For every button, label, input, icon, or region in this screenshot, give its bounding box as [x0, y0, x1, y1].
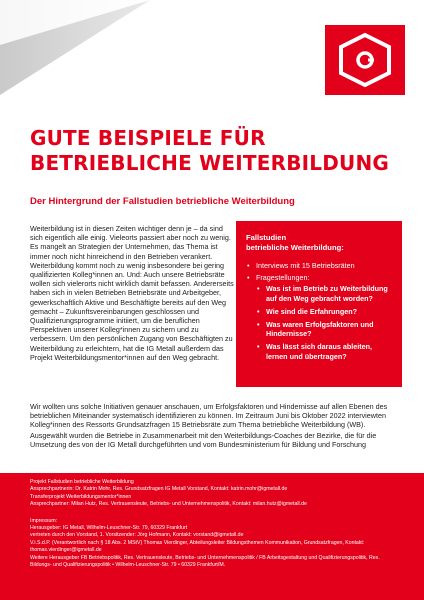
footer-contact-imprint [0, 473, 424, 600]
footer-imprint-line: V.i.S.d.P. (Verantwortlich nach § 18 Abs. 2 MStV) Thomas Vierdinger, Abteilungsleiter Bildungsthemen Kommunikation, Grundsatzfragen, Kontakt: thomas.vierdinger@igmetall.de [30, 539, 365, 554]
factbox-title [246, 233, 392, 252]
factbox-list [246, 261, 392, 361]
footer-contact-line: Ansprechpartner: Milan Hutz, Res. Vertrauensleute, Betriebs- und Unternehmenspolitik, Kontakt: milan.hutz@igmetall.de [30, 501, 307, 508]
factbox-question: • Was lässt sich daraus ableiten, lernen und übertragen? [266, 342, 392, 360]
igm-logo [325, 25, 405, 95]
factbox-item-label: Fragestellungen: [256, 273, 310, 283]
body-paragraph-1: Wir wollten uns solche Initiativen genauer anschauen, um Erfolgsfaktoren und Hindernisse auf allen Ebenen des betrieblichen Miteinander systematisch identifizieren zu können. Im Zeitraum Juni bis Oktober 2022 interviewten Kolleg*innen des Ressorts Grundsatzfragen 15 Betriebsräte zum Thema betriebliche Weiterbildung (WB). [30, 402, 388, 430]
footer-spacer [30, 509, 394, 518]
factbox-question-list [256, 284, 392, 360]
page-headline [30, 126, 410, 176]
subheadline: Der Hintergrund der Fallstudien betriebliche Weiterbildung [30, 196, 295, 207]
footer-imprint-line: vertreten durch den Vorstand, 1. Vorsitzender: Jörg Hofmann, Kontakt: vorstand@igmetall.de [30, 532, 244, 539]
factbox-question: • Wie sind die Erfahrungen? [266, 307, 392, 316]
footer-project-line: Transferprojekt Weiterbildungsmentor*innen [30, 493, 132, 500]
body-text [30, 402, 402, 450]
footer-project-line: Projekt Fallstudien betriebliche Weiterbildung [30, 479, 134, 485]
fallstudien-factbox [236, 221, 402, 387]
intro-paragraph: Weiterbildung ist in diesen Zeiten wichtiger denn je – da sind sich eigentlich alle einig. Vieleorts passiert aber noch zu wenig. Es mangelt an Strategien der Unternehmen, das Thema ist immer noch nicht hinreichend in den Betrieben verankert. Weiterbildung kommt noch zu wenig insbesondere bei gering qualifizierten Kolleg*innen an. Und: Auch unsere Betriebsräte wollen sich vielerorts nicht wirklich damit befassen. Andererseits haben sich in vielen Betrieben Betriebsräte und Arbeitgeber, gewerkschaftlich Aktive und Beschäftigte bereits auf den Weg gemacht – Zukunftsvereinbarungen geschlossen und Qualifizierungsprogramme initiiert, um die beruflichen Perspektiven unserer Kolleg*innen zu sichern und zu verbessern. Um den persönlichen Zugang von Beschäftigten zu Weiterbildung zu erleichtern, hat die IG Metall außerdem das Projekt Weiterbildungsmentor*innen auf den Weg gebracht. [30, 224, 234, 362]
factbox-title-line-2: betriebliche Weiterbildung: [246, 242, 344, 252]
footer-imprint-line: Herausgeber: IG Metall, Wilhelm-Leuschner-Str. 79, 60329 Frankfurt [30, 525, 188, 532]
headline-line-1: GUTE BEISPIELE FÜR [30, 126, 266, 150]
factbox-title-line-1: Fallstudien [246, 233, 287, 242]
factbox-question: • Was waren Erfolgsfaktoren und Hindernisse? [266, 320, 392, 338]
footer-contact-line: Ansprechpartnerin: Dr. Katrin Mohr, Res. Grundsatzfragen IG Metall Vorstand, Kontakt: katrin.mohr@igmetall.de [30, 486, 288, 493]
igm-logo-icon [325, 25, 405, 95]
factbox-question: • Was ist im Betrieb zu Weiterbildung auf den Weg gebracht worden? [266, 284, 392, 302]
factbox-item-fragestellungen [256, 273, 392, 361]
footer-imprint-line: Weitere Herausgeber FB Betriebspolitik, Res. Vertrauensleute, Betriebs- und Unternehmenspolitik / FB Arbeitsgestaltung und Qualifizierungspolitik, Res. Bildungs- und Qualifizierungspolitik • Wilhelm-Leuschner-Str. 79 • 60329 Frankfurt/M. [30, 554, 380, 569]
factbox-item-interviews: • Interviews mit 15 Betriebsräten [256, 261, 392, 270]
intro-text [30, 224, 236, 362]
body-paragraph-2: Ausgewählt wurden die Betriebe in Zusammenarbeit mit den Weiterbildungs-Coaches der Bezirke, die für die Umsetzung des von der IG Metall durchgeführten und vom Bundesministerium für Bildung und Forschung [30, 430, 377, 449]
headline-line-2: BETRIEBLICHE WEITERBILDUNG [30, 151, 390, 175]
footer-imprint-title: Impressum: [30, 517, 58, 524]
